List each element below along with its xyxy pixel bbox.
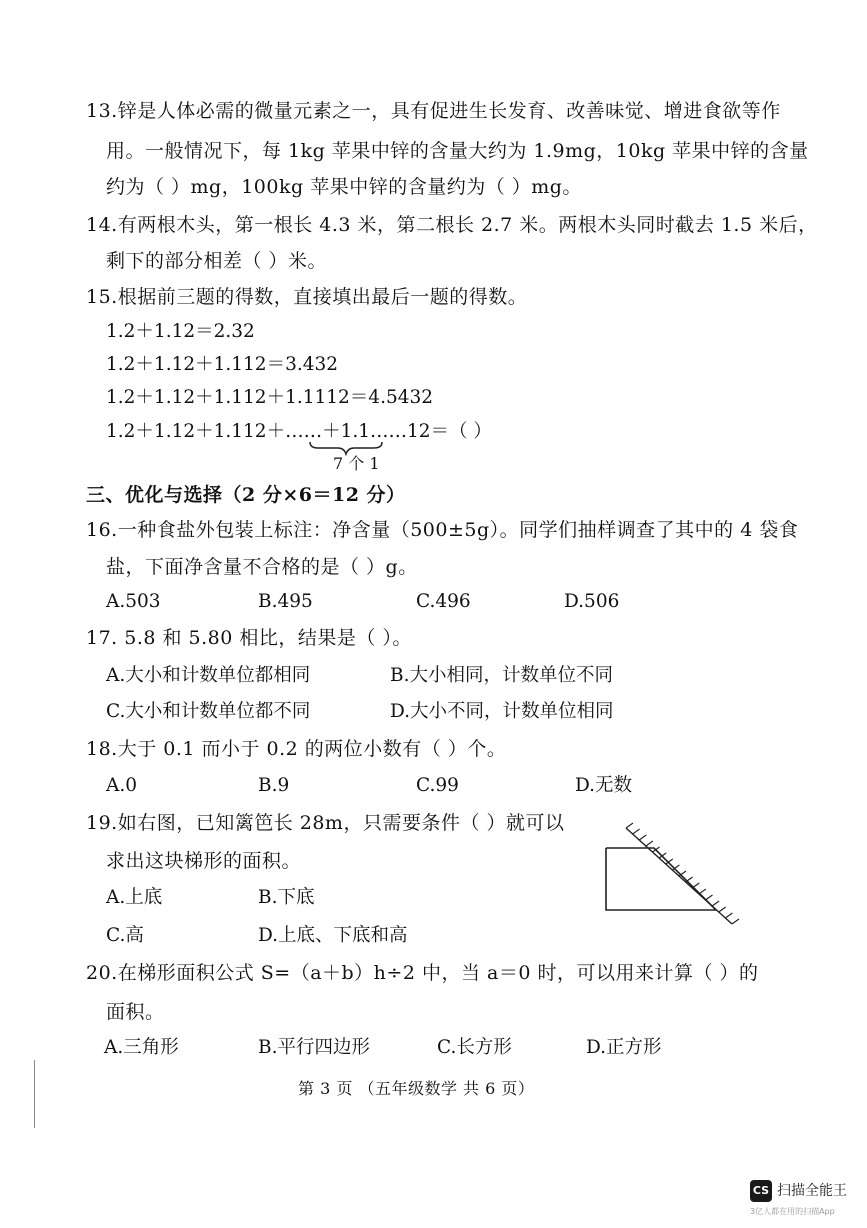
q18-option-d: D.无数 bbox=[575, 775, 633, 796]
q17-option-b: B.大小相同，计数单位不同 bbox=[390, 665, 613, 686]
q15-equation-2: 1.2＋1.12＋1.112＝3.432 bbox=[106, 354, 339, 375]
trapezoid-fence-diagram bbox=[600, 820, 745, 930]
scan-edge-line bbox=[34, 1060, 35, 1128]
q17-option-c: C.大小和计数单位都不同 bbox=[106, 701, 311, 722]
q16-option-c: C.496 bbox=[416, 591, 471, 612]
q20-line1: 20.在梯形面积公式 S=（a＋b）h÷2 中，当 a＝0 时，可以用来计算（ ）的 bbox=[86, 962, 759, 984]
q16-option-b: B.495 bbox=[258, 591, 313, 612]
q20-line2: 面积。 bbox=[106, 1001, 165, 1023]
q14-line1: 14.有两根木头，第一根长 4.3 米，第二根长 2.7 米。两根木头同时截去 1.5 米后， bbox=[86, 214, 818, 236]
q16-option-d: D.506 bbox=[564, 591, 620, 612]
section-3-heading: 三、优化与选择（2 分×6＝12 分） bbox=[86, 484, 406, 506]
q19-option-d: D.上底、下底和高 bbox=[258, 925, 408, 946]
q16-option-a: A.503 bbox=[106, 591, 161, 612]
q13-line3: 约为（ ）mg，100kg 苹果中锌的含量约为（ ）mg。 bbox=[106, 176, 582, 198]
q19-line1: 19.如右图，已知篱笆长 28m，只需要条件（ ）就可以 bbox=[86, 812, 565, 834]
q19-option-c: C.高 bbox=[106, 925, 144, 946]
q15-brace-label: 7 个 1 bbox=[333, 454, 380, 473]
q14-line2: 剩下的部分相差（ ）米。 bbox=[106, 250, 328, 272]
q18-option-b: B.9 bbox=[258, 775, 290, 796]
scanner-watermark bbox=[750, 1180, 850, 1222]
q19-option-b: B.下底 bbox=[258, 887, 315, 908]
q15-line1: 15.根据前三题的得数，直接填出最后一题的得数。 bbox=[86, 286, 528, 308]
page-footer: 第 3 页 （五年级数学 共 6 页） bbox=[298, 1079, 535, 1098]
q17-line1: 17. 5.8 和 5.80 相比，结果是（ ）。 bbox=[86, 627, 412, 649]
q20-option-b: B.平行四边形 bbox=[258, 1037, 370, 1058]
q20-option-c: C.长方形 bbox=[437, 1037, 512, 1058]
q15-equation-4: 1.2＋1.12＋1.112＋……＋1.1……12＝（ ） bbox=[106, 421, 492, 442]
q17-option-d: D.大小不同，计数单位相同 bbox=[390, 701, 614, 722]
q15-equation-1: 1.2＋1.12＝2.32 bbox=[106, 321, 255, 342]
q19-option-a: A.上底 bbox=[106, 887, 163, 908]
q16-line2: 盐，下面净含量不合格的是（ ）g。 bbox=[106, 556, 418, 578]
q18-option-a: A.0 bbox=[106, 775, 138, 796]
watermark-name: 扫描全能王 bbox=[777, 1183, 847, 1199]
q17-option-a: A.大小和计数单位都相同 bbox=[106, 665, 311, 686]
q13-line2: 用。一般情况下，每 1kg 苹果中锌的含量大约为 1.9mg，10kg 苹果中锌的含量 bbox=[106, 140, 809, 162]
q16-line1: 16.一种食盐外包装上标注：净含量（500±5g）。同学们抽样调查了其中的 4 袋食 bbox=[86, 519, 799, 541]
watermark-subtitle: 3亿人都在用的扫描App bbox=[750, 1207, 835, 1216]
q15-equation-3: 1.2＋1.12＋1.112＋1.1112＝4.5432 bbox=[106, 387, 434, 408]
camscanner-logo-icon: CS bbox=[750, 1180, 772, 1202]
q18-line1: 18.大于 0.1 而小于 0.2 的两位小数有（ ）个。 bbox=[86, 738, 507, 760]
q20-option-a: A.三角形 bbox=[104, 1037, 179, 1058]
q20-option-d: D.正方形 bbox=[586, 1037, 662, 1058]
q19-line2: 求出这块梯形的面积。 bbox=[106, 850, 302, 872]
q13-line1: 13.锌是人体必需的微量元素之一，具有促进生长发育、改善味觉、增进食欲等作 bbox=[86, 100, 781, 122]
q18-option-c: C.99 bbox=[416, 775, 459, 796]
